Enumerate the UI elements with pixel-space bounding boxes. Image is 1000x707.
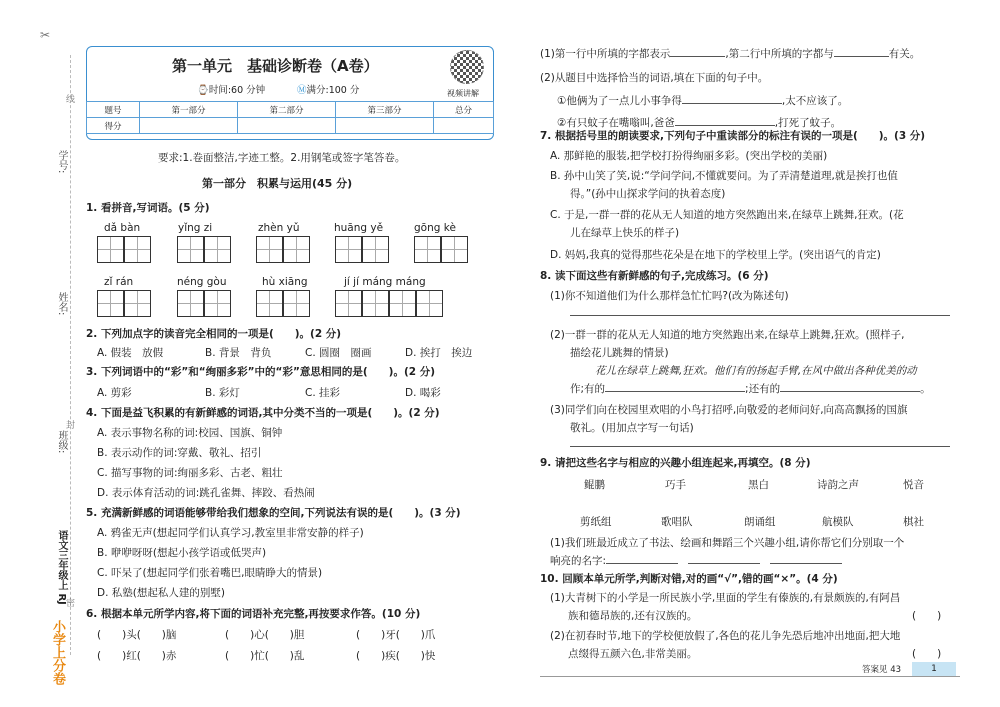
option[interactable]: C. 挂彩 [305,387,341,399]
match-group[interactable]: 棋社 [903,516,924,528]
q8-sub2: (2)一群一群的花从无人知道的地方突然跑出来,在绿草上跳舞,狂欢。(照样子, [550,329,905,341]
q4-title: 4. 下面是益飞积累的有新鲜感的词语,其中分类不当的一项是( )。(2 分) [86,407,440,419]
pinyin: huāng yě [334,222,384,234]
pinyin: hù xiāng [262,276,308,288]
qr-code-icon[interactable] [450,50,484,84]
q6-sub1: (1)第一行中所填的字都表示 ,第二行中所填的字都与 有关。 [540,48,921,60]
binding-line [70,55,71,655]
judge-paren[interactable]: ( ) [912,648,942,660]
writing-box[interactable] [177,290,204,317]
score-cell[interactable] [336,118,434,134]
q6-sub2-2: ②有只蚊子在嘴嗡叫,爸爸 ,打死了蚊子。 [557,117,842,129]
q10-sub2: (2)在初春时节,地下的学校便放假了,各色的花儿争先恐后地冲出地面,把大地 [550,630,901,642]
q6-sub2-1: ①他俩为了一点儿小事争得 ,太不应该了。 [557,95,849,107]
q10-sub1: (1)大青树下的小学是一所民族小学,里面的学生有傣族的,有景颇族的,有阿昌 [550,592,901,604]
student-name-label: 姓名: [56,292,67,316]
answer-ref: 答案见 43 [862,665,902,675]
option[interactable]: B. 彩灯 [205,387,240,399]
pinyin: yǐng zi [178,222,213,234]
option[interactable]: C. 圆圈 圈画 [305,347,372,359]
instructions: 要求:1.卷面整洁,字迹工整。2.用钢笔或签字笔答卷。 [158,152,406,164]
q6-sub2: (2)从题目中选择恰当的词语,填在下面的句子中。 [540,72,769,84]
answer-blank[interactable] [675,125,775,126]
option[interactable]: B. 表示动作的词:穿戴、敬礼、招引 [97,447,262,459]
answer-blank[interactable] [605,391,745,392]
writing-box[interactable] [256,236,283,263]
example-text: 花儿在绿草上跳舞,狂欢。他们有的扬起手臂,在风中做出各种优美的动 [595,365,917,377]
option-cont: 得。”(孙中山探求学问的执着态度) [570,188,726,200]
option-cont: 儿在绿草上快乐的样子) [570,227,680,239]
option[interactable]: D. 表示体育活动的词:跳孔雀舞、摔跤、看热闹 [97,487,315,499]
option[interactable]: C. 于是,一群一群的花从无人知道的地方突然跑出来,在绿草上跳舞,狂欢。(花 [550,209,904,221]
judge-paren[interactable]: ( ) [912,610,942,622]
time-limit: ⌚时间:60 分钟 [197,85,266,96]
fill-blank[interactable]: ( )心( )胆 [225,629,305,641]
pinyin: zǐ rán [104,276,134,288]
match-group[interactable]: 朗诵组 [744,516,776,528]
answer-blank[interactable] [670,56,725,57]
answer-line[interactable] [570,315,950,316]
writing-box[interactable] [283,236,310,263]
match-group[interactable]: 歌唱队 [661,516,693,528]
q8-sub3-cont: 敬礼。(用加点字写一句话) [570,422,694,434]
writing-box[interactable] [441,236,468,263]
score-col: 第一部分 [140,102,238,118]
fill-blank[interactable]: ( )红( )赤 [97,650,177,662]
writing-box[interactable] [177,236,204,263]
writing-box[interactable] [389,290,416,317]
binding-char-seal: 封 [66,421,76,431]
fill-blank[interactable]: ( )忙( )乱 [225,650,305,662]
writing-box[interactable] [414,236,441,263]
match-group[interactable]: 航模队 [822,516,854,528]
fill-blank[interactable]: ( )头( )脑 [97,629,177,641]
pinyin: dǎ bàn [104,222,141,234]
pinyin: jí jí máng máng [344,276,426,288]
q10-sub1-cont: 族和德昂族的,还有汉族的。 [568,610,698,622]
q9-title: 9. 请把这些名字与相应的兴趣小组连起来,再填空。(8 分) [540,457,811,469]
page-number: 1 [912,662,956,676]
writing-box[interactable] [256,290,283,317]
score-icon: Ⓜ [297,85,307,96]
pinyin: zhèn yǔ [258,222,300,234]
score-col: 第二部分 [238,102,336,118]
q9-sub1: (1)我们班最近成立了书法、绘画和舞蹈三个兴趣小组,请你帮它们分别取一个 [550,537,905,549]
writing-box[interactable] [97,290,124,317]
writing-box[interactable] [204,290,231,317]
footer-rule [540,676,960,677]
video-explain-label: 视频讲解 [447,89,479,98]
score-col-label: 题号 [87,102,140,118]
student-number-label: 学号: [56,150,67,174]
q6-title: 6. 根据本单元所学内容,将下面的词语补充完整,再按要求作答。(10 分) [86,608,421,620]
binding-char-tight: 密 [66,599,76,609]
option[interactable]: B. 孙中山笑了笑,说:“学问学问,不懂就要问。为了弄清楚道理,就是挨打也值 [550,170,898,182]
q5-title: 5. 充满新鲜感的词语能够带给我们想象的空间,下列说法有误的是( )。(3 分) [86,507,461,519]
q8-sub3: (3)同学们向在校园里欢唱的小鸟打招呼,向敬爱的老师问好,向高高飘扬的国旗 [550,404,908,416]
option[interactable]: D. 挨打 挨边 [405,347,473,359]
writing-box[interactable] [283,290,310,317]
option[interactable]: A. 鸦雀无声(想起同学们认真学习,教室里非常安静的样子) [97,527,364,539]
fill-blank[interactable]: ( )牙( )爪 [356,629,436,641]
score-col: 第三部分 [336,102,434,118]
writing-box[interactable] [416,290,443,317]
q8-sub1: (1)你不知道他们为什么那样急忙忙吗?(改为陈述句) [550,290,789,302]
scissors-icon: ✂ [40,28,51,42]
score-table [86,101,494,134]
score-row-label: 得分 [87,118,140,134]
writing-box[interactable] [362,290,389,317]
answer-blank[interactable] [834,56,889,57]
match-name[interactable]: 鲲鹏 [584,479,605,491]
answer-blank[interactable] [688,563,760,564]
option[interactable]: B. 背景 背负 [205,347,272,359]
option[interactable]: D. 私塾(想起私人建的别墅) [97,587,225,599]
match-group[interactable]: 剪纸组 [580,516,612,528]
option[interactable]: A. 假装 放假 [97,347,164,359]
q8-sub2-cont: 描绘花儿跳舞的情景) [570,347,669,359]
writing-box[interactable] [124,236,151,263]
q10-sub2-cont: 点缀得五颜六色,非常美丽。 [568,648,698,660]
q3-title: 3. 下列词语中的“彩”和“绚丽多彩”中的“彩”意思相同的是( )。(2 分) [86,366,436,378]
clock-icon: ⌚ [197,85,209,96]
brand-logo: 小学上分卷 [50,620,65,685]
answer-blank[interactable] [682,103,782,104]
score-cell[interactable] [434,118,494,134]
option[interactable]: D. 喝彩 [405,387,441,399]
score-cell[interactable] [238,118,336,134]
match-name[interactable]: 诗韵之声 [817,479,859,491]
match-name[interactable]: 黑白 [748,479,769,491]
option[interactable]: D. 妈妈,我真的觉得那些花朵是在地下的学校里上学。(突出语气的肯定) [550,249,881,261]
q9-sub1-cont: 响亮的名字: [550,553,842,568]
answer-line[interactable] [570,446,950,447]
q10-title: 10. 回顾本单元所学,判断对错,对的画“√”,错的画“×”。(4 分) [540,573,838,585]
answer-blank[interactable] [606,563,678,564]
q2-title: 2. 下列加点字的读音完全相同的一项是( )。(2 分) [86,328,342,340]
writing-box[interactable] [335,236,362,263]
writing-box[interactable] [362,236,389,263]
writing-box[interactable] [97,236,124,263]
full-score: Ⓜ满分:100 分 [297,85,360,96]
q7-title: 7. 根据括号里的朗读要求,下列句子中重读部分的标注有误的一项是( )。(3 分) [540,130,926,142]
match-name[interactable]: 巧手 [665,479,686,491]
pinyin: néng gòu [177,276,227,288]
class-label: 班级: [56,430,67,454]
score-cell[interactable] [140,118,238,134]
answer-blank[interactable] [770,563,842,564]
match-name[interactable]: 悦音 [903,479,924,491]
score-col: 总分 [434,102,494,118]
option[interactable]: B. 咿咿呀呀(想起小孩学语或低哭声) [97,547,267,559]
fill-blank[interactable]: ( )疾( )快 [356,650,436,662]
option[interactable]: A. 那鲜艳的服装,把学校打扮得绚丽多彩。(突出学校的美丽) [550,150,828,162]
option[interactable]: A. 表示事物名称的词:校园、国旗、铜钟 [97,427,283,439]
example-fill: 作;有的 ;还有的 。 [570,383,931,395]
binding-char-line: 线 [66,95,76,105]
option[interactable]: A. 剪彩 [97,387,132,399]
writing-box[interactable] [124,290,151,317]
option[interactable]: C. 描写事物的词:绚丽多彩、古老、粗壮 [97,467,283,479]
subject-label: 语文三年级上 RJ [56,530,67,605]
option[interactable]: C. 吓呆了(想起同学们张着嘴巴,眼睛睁大的情景) [97,567,323,579]
writing-box[interactable] [335,290,362,317]
q8-title: 8. 读下面这些有新鲜感的句子,完成练习。(6 分) [540,270,769,282]
q1-title: 1. 看拼音,写词语。(5 分) [86,202,210,214]
part1-heading: 第一部分 积累与运用(45 分) [202,177,353,190]
pinyin: gōng kè [414,222,456,234]
writing-box[interactable] [204,236,231,263]
answer-blank[interactable] [780,391,920,392]
page-title: 第一单元 基础诊断卷（A卷） [172,57,379,75]
